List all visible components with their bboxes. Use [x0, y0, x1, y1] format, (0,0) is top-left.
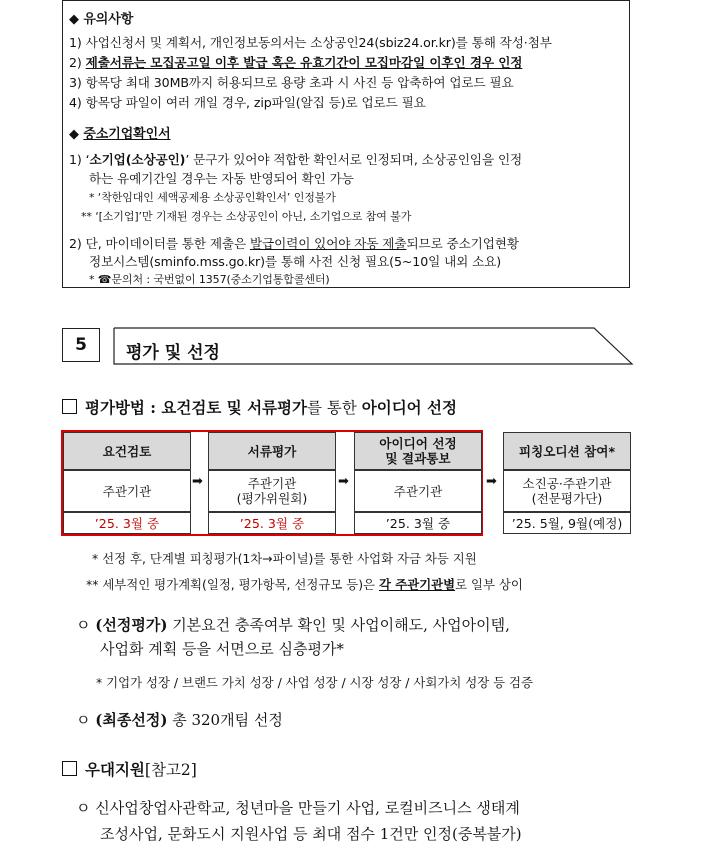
- notice-heading: ◆ 유의사항: [69, 12, 134, 27]
- arrow-right-icon: ➡: [338, 474, 349, 489]
- notice-line-3: 3) 항목당 최대 30MB까지 허용되므로 용량 초과 시 사진 등 압축하여 업로드 필요: [69, 75, 514, 90]
- step-header-3: 아이디어 선정 및 결과통보: [354, 432, 482, 470]
- step-header-4: 피칭오디션 참여*: [503, 432, 631, 470]
- flow-footnote-1: * 선정 후, 단계별 피칭평가(1차→파이널)를 통한 사업화 자금 차등 지원: [92, 551, 477, 566]
- preferential-line-2: 조성사업, 문화도시 지원사업 등 최대 점수 1건만 인정(중복불가): [100, 825, 522, 843]
- step-org-1: 주관기관: [63, 470, 191, 512]
- step-date-3: ’25. 3월 중: [354, 512, 482, 534]
- eval-method-heading: 평가방법 : 요건검토 및 서류평가를 통한 아이디어 선정: [62, 396, 457, 418]
- step-header-1: 요건검토: [63, 432, 191, 470]
- step-org-3: 주관기관: [354, 470, 482, 512]
- sme-note-1: * ‘착한임대인 세액공제용 소상공인확인서’ 인정불가: [89, 191, 336, 204]
- step-date-4: ’25. 5월, 9월(예정): [503, 512, 631, 534]
- flow-footnote-2: ** 세부적인 평가계획(일정, 평가항목, 선정규모 등)은 각 주관기관별로 일부 상이: [86, 577, 523, 592]
- checkbox-icon: [62, 399, 77, 414]
- notice-line-4: 4) 항목당 파일이 여러 개일 경우, zip파일(알집 등)로 업로드 필요: [69, 95, 426, 110]
- selection-eval-line-1: ㅇ (선정평가) 기본요건 충족여부 확인 및 사업이해도, 사업아이템,: [76, 616, 510, 634]
- sme-line-1: 1) ‘소기업(소상공인)’ 문구가 있어야 적합한 확인서로 인정되며, 소상공인임을 인정: [69, 152, 523, 167]
- step-org-4: 소진공·주관기관 (전문평가단): [503, 470, 631, 512]
- step-header-2: 서류평가: [208, 432, 336, 470]
- step-date-1: ’25. 3월 중: [63, 512, 191, 534]
- arrow-right-icon: ➡: [192, 474, 203, 489]
- notice-line-2: 2) 제출서류는 모집공고일 이후 발급 혹은 유효기간이 모집마감일 이후인 경우 인정: [69, 55, 523, 70]
- preferential-line-1: ㅇ 신사업창업사관학교, 청년마을 만들기 사업, 로컬비즈니스 생태계: [76, 799, 520, 817]
- step-date-2: ’25. 3월 중: [208, 512, 336, 534]
- sme-note-2: ** ‘[소기업]’만 기재된 경우는 소상공인이 아닌, 소기업으로 참여 불가: [81, 210, 412, 223]
- sme-line-1b: 하는 유예기간일 경우는 자동 반영되어 확인 가능: [89, 171, 354, 186]
- sme-line-2b: 정보시스템(sminfo.mss.go.kr)를 통해 사전 신청 필요(5~10일 내외 소요): [89, 254, 502, 269]
- sme-cert-heading: ◆ 중소기업확인서: [69, 127, 171, 142]
- notice-line-1: 1) 사업신청서 및 계획서, 개인정보동의서는 소상공인24(sbiz24.or.kr)를 통해 작성·첨부: [69, 35, 552, 50]
- sme-line-2: 2) 단, 마이데이터를 통한 제출은 발급이력이 있어야 자동 제출되므로 중소기업현황: [69, 236, 519, 251]
- selection-eval-line-2: 사업화 계획 등을 서면으로 심층평가*: [100, 640, 344, 658]
- arrow-right-icon: ➡: [486, 474, 497, 489]
- step-org-2: 주관기관 (평가위원회): [208, 470, 336, 512]
- checkbox-icon: [62, 761, 77, 776]
- section-title: 평가 및 선정: [126, 343, 220, 363]
- preferential-heading: 우대지원[참고2]: [62, 758, 197, 780]
- sme-note-3: * ☎문의처 : 국번없이 1357(중소기업통합콜센터): [89, 273, 330, 286]
- selection-eval-note: * 기업가 성장 / 브랜드 가치 성장 / 사업 성장 / 시장 성장 / 사회가치 성장 등 검증: [96, 675, 533, 690]
- final-selection-line: ㅇ (최종선정) 총 320개팀 선정: [76, 711, 283, 729]
- section-number: 5: [62, 328, 100, 362]
- notice-box: [62, 0, 630, 288]
